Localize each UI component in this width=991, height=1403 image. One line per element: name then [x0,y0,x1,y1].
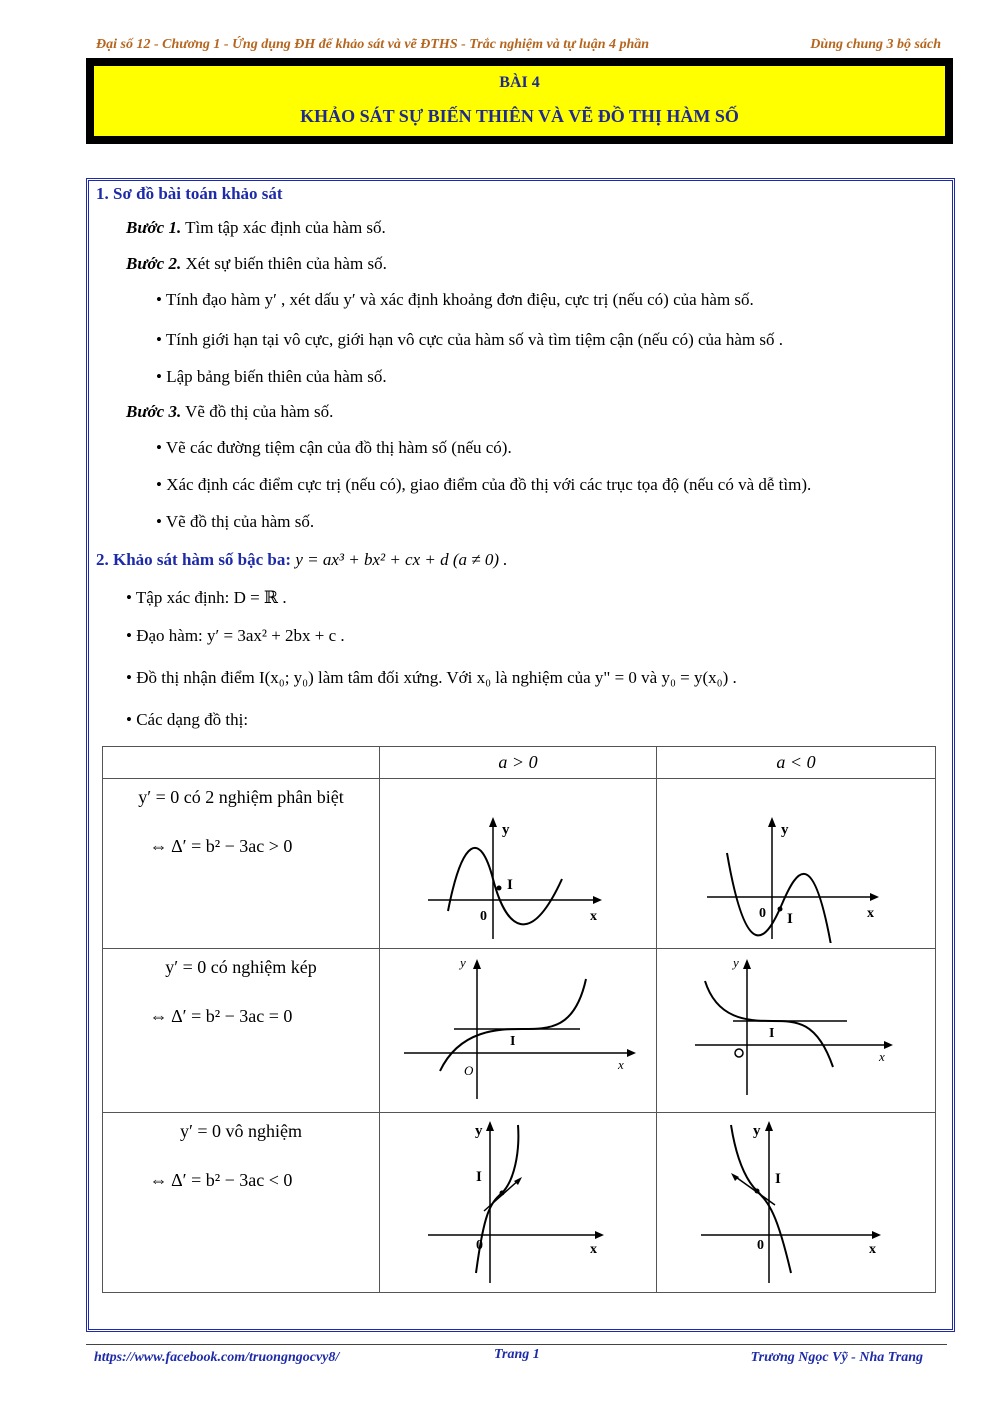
table-row [103,1113,380,1293]
cubic-formula: y = ax³ + bx² + cx + d (a ≠ 0) . [295,550,508,569]
step2-bullet-1: • Tính đạo hàm y′ , xét dấu y′ và xác định khoảng đơn điệu, cực trị (nếu có) của hàm số. [156,290,754,309]
graph-no-root-a-negative [657,1113,935,1287]
col-header-a-positive [380,747,657,779]
y-axis-label: y [753,1123,761,1139]
step2-bullet-text: Tính đạo hàm y′ , xét dấu y′ và xác định khoảng đơn điệu, cực trị (nếu có) của hàm số. [165,290,754,309]
step3-bullet-text: Xác định các điểm cực trị (nếu có), giao điểm của đồ thị với các trục tọa độ (nếu có và dễ tìm). [166,475,812,494]
row-equation: ⇔ Δ′ = b² − 3ac = 0 [149,1006,293,1026]
step2-bullet-text: Lập bảng biến thiên của hàm số. [166,367,387,386]
step3-bullet-1: • Vẽ các đường tiệm cận của đồ thị hàm số (nếu có). [156,438,512,457]
graph-double-root-a-negative [657,949,935,1107]
graph-cell [380,949,657,1113]
section1-heading: 1. Sơ đồ bài toán khảo sát [96,184,283,203]
col-header-text: a < 0 [776,752,816,772]
table-row [103,779,380,949]
center-label: I [476,1169,482,1185]
graph-two-extrema-a-positive [380,779,656,943]
y-axis-label: y [733,955,739,970]
step3-bullet-3: • Vẽ đồ thị của hàm số. [156,512,315,531]
section2-bullet-text: Đồ thị nhận điểm I(x₀; y₀) làm tâm đối xứng. Với x₀ là nghiệm của y" = 0 và y₀ = y(x₀) . [136,668,737,687]
col-header-a-negative [657,747,936,779]
step2-text: Xét sự biến thiên của hàm số. [185,254,387,273]
row-equation: ⇔ Δ′ = b² − 3ac < 0 [149,1170,293,1190]
x-axis-label: x [590,909,597,924]
x-axis-label: x [618,1057,624,1072]
graph-cell [657,779,936,949]
footer-author: Trương Ngọc Vỹ - Nha Trang [750,1350,923,1365]
x-axis-label: x [590,1242,597,1257]
section2-bullet-2: • Đạo hàm: y′ = 3ax² + 2bx + c . [126,626,345,645]
section2-heading-text: 2. Khảo sát hàm số bậc ba: [96,550,292,569]
row-equation: ⇔ Δ′ = b² − 3ac > 0 [149,836,293,856]
section2-heading [96,550,508,570]
section2-bullet-4: • Các dạng đồ thị: [126,710,249,729]
graph-cell [657,1113,936,1293]
section2-bullet-text: Tập xác định: D = ℝ . [135,588,287,607]
step1 [126,218,386,238]
step2 [126,254,387,274]
row-condition: y′ = 0 có nghiệm kép [165,957,317,977]
graph-cell [657,949,936,1113]
page-number: Trang 1 [494,1347,540,1362]
lesson-title: KHẢO SÁT SỰ BIẾN THIÊN VÀ VẼ ĐỒ THỊ HÀM SỐ [300,106,739,126]
step3 [126,402,333,422]
center-label: I [769,1026,775,1041]
step1-text: Tìm tập xác định của hàm số. [185,218,386,237]
origin-marker [735,1049,743,1057]
step2-bullet-text: Tính giới hạn tại vô cực, giới hạn vô cực của hàm số và tìm tiệm cận (nếu có) của hàm số . [165,330,783,349]
lesson-number: BÀI 4 [499,74,540,91]
step3-text: Vẽ đồ thị của hàm số. [185,402,334,421]
step2-label: Bước 2. [126,254,182,273]
step3-label: Bước 3. [126,402,182,421]
origin-label: 0 [757,1238,764,1253]
section2-bullet-3: • Đồ thị nhận điểm I(x₀; y₀) làm tâm đối xứng. Với x₀ là nghiệm của y" = 0 và y₀ = y(x₀) . [126,668,737,687]
col-header-text: a > 0 [498,752,538,772]
footer-divider [86,1344,947,1345]
x-axis-label: x [879,1049,885,1064]
header-left: Đại số 12 - Chương 1 - Ứng dụng ĐH để khảo sát và vẽ ĐTHS - Trắc nghiệm và tự luận 4 phần [96,37,650,52]
y-axis-label: y [460,955,466,970]
graph-cell [380,1113,657,1293]
step2-bullet-3: • Lập bảng biến thiên của hàm số. [156,367,387,386]
x-axis-label: x [869,1242,876,1257]
step3-bullet-text: Vẽ các đường tiệm cận của đồ thị hàm số (nếu có). [165,438,512,457]
section2-bullet-text: Các dạng đồ thị: [136,710,249,729]
graph-no-root-a-positive [380,1113,656,1287]
graph-cell [380,779,657,949]
origin-label: 0 [476,1238,483,1253]
page-header [96,37,941,53]
center-label: I [507,877,513,893]
header-right: Dùng chung 3 bộ sách [810,37,941,52]
table-row [103,949,380,1113]
y-axis-label: y [502,822,510,838]
graph-two-extrema-a-negative [657,779,935,943]
table-corner-cell [103,747,380,779]
step1-label: Bước 1. [126,218,182,237]
center-label: I [787,911,793,927]
origin-label: 0 [480,909,487,924]
step2-bullet-2: • Tính giới hạn tại vô cực, giới hạn vô cực của hàm số và tìm tiệm cận (nếu có) của hàm số . [156,330,783,349]
footer-link[interactable]: https://www.facebook.com/truongngocvy8/ [94,1350,340,1365]
row-condition: y′ = 0 có 2 nghiệm phân biệt [138,787,344,807]
section2-bullet-text: Đạo hàm: y′ = 3ax² + 2bx + c . [136,626,345,645]
title-box [86,58,953,144]
center-label: I [510,1034,516,1049]
center-label: I [775,1171,781,1187]
y-axis-label: y [781,822,789,838]
graph-table [102,746,936,1293]
graph-double-root-a-positive [380,949,656,1107]
origin-label: O [464,1063,474,1078]
x-axis-label: x [867,906,874,921]
y-axis-label: y [475,1123,483,1139]
step3-bullet-text: Vẽ đồ thị của hàm số. [165,512,315,531]
step3-bullet-2: • Xác định các điểm cực trị (nếu có), giao điểm của đồ thị với các trục tọa độ (nếu có và dễ tìm). [156,475,812,494]
row-condition: y′ = 0 vô nghiệm [179,1121,303,1141]
origin-label: 0 [759,906,766,921]
section2-bullet-1: • Tập xác định: D = ℝ . [126,588,287,607]
